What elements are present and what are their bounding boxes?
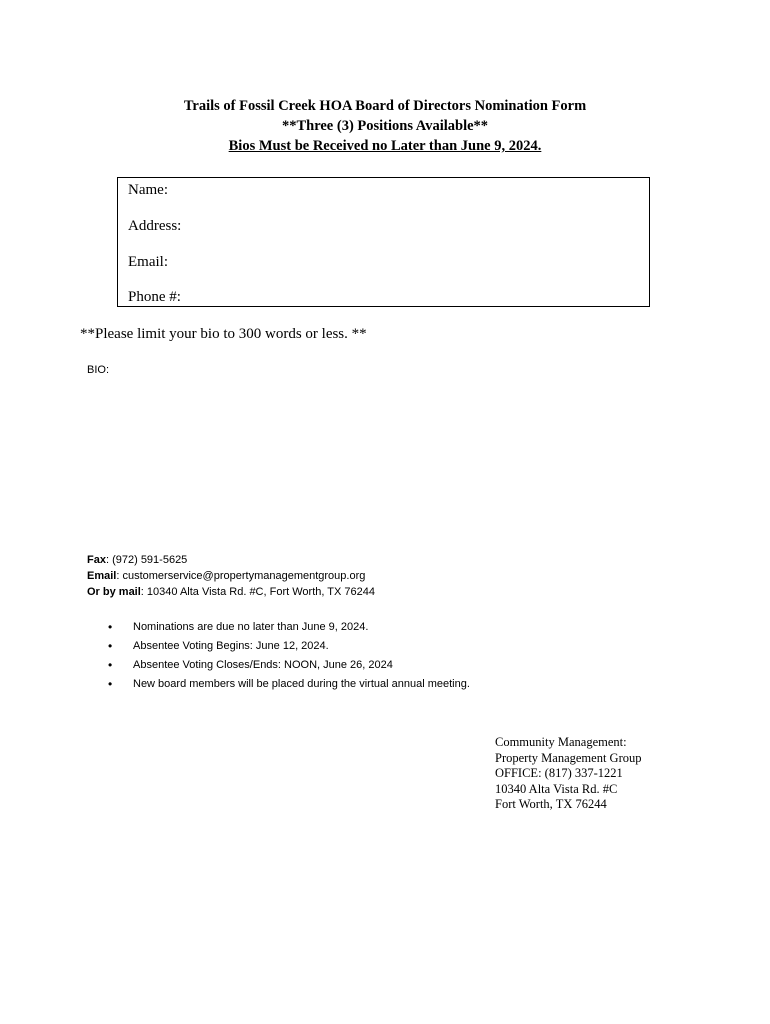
list-item xyxy=(108,677,470,696)
contact-email-label: Email xyxy=(87,570,117,582)
mail-label: Or by mail xyxy=(87,586,141,598)
fax-label: Fax xyxy=(87,554,106,566)
phone-label: Phone #: xyxy=(128,289,181,305)
list-item-text: Absentee Voting Closes/Ends: NOON, June 26, 2024 xyxy=(133,659,393,671)
management-line: 10340 Alta Vista Rd. #C xyxy=(495,781,618,796)
name-field[interactable] xyxy=(128,182,168,199)
bullet-icon: • xyxy=(108,620,113,634)
bullet-icon: • xyxy=(108,639,113,653)
name-label: Name: xyxy=(128,182,168,198)
nominee-info-box xyxy=(117,177,650,307)
email-field[interactable] xyxy=(128,254,168,271)
list-item xyxy=(108,620,470,639)
deadline-notice: Bios Must be Received no Later than June 9, 2024. xyxy=(228,138,542,154)
form-header xyxy=(0,96,770,156)
phone-field[interactable] xyxy=(128,289,181,306)
list-item xyxy=(108,658,470,677)
mail-line xyxy=(87,584,375,600)
management-contact xyxy=(495,735,642,813)
list-item-text: Nominations are due no later than June 9, 2024. xyxy=(133,621,369,633)
management-line: OFFICE: (817) 337-1221 xyxy=(495,766,623,780)
bullet-icon: • xyxy=(108,677,113,691)
management-line: Community Management: xyxy=(495,735,627,749)
bio-limit-note: **Please limit your bio to 300 words or less. ** xyxy=(80,326,367,342)
list-item-text: New board members will be placed during the virtual annual meeting. xyxy=(133,678,470,690)
management-line: Fort Worth, TX 76244 xyxy=(495,797,607,811)
positions-available: **Three (3) Positions Available** xyxy=(281,118,489,134)
list-item xyxy=(108,639,470,658)
contact-email-value[interactable]: : customerservice@propertymanagementgroup.org xyxy=(116,570,366,582)
email-label: Email: xyxy=(128,254,168,270)
address-label: Address: xyxy=(128,218,182,234)
bio-label: BIO: xyxy=(87,364,110,376)
fax-line xyxy=(87,552,375,568)
schedule-list xyxy=(108,620,470,696)
email-line xyxy=(87,568,375,584)
fax-value: : (972) 591-5625 xyxy=(105,554,188,566)
bullet-icon: • xyxy=(108,658,113,672)
contact-block xyxy=(87,552,375,600)
mail-value: : 10340 Alta Vista Rd. #C, Fort Worth, TX 76244 xyxy=(140,586,375,598)
phone-underline xyxy=(194,306,649,307)
list-item-text: Absentee Voting Begins: June 12, 2024. xyxy=(133,640,329,652)
management-line: Property Management Group xyxy=(495,750,642,765)
form-title: Trails of Fossil Creek HOA Board of Directors Nomination Form xyxy=(183,98,587,114)
address-field[interactable] xyxy=(128,218,181,235)
